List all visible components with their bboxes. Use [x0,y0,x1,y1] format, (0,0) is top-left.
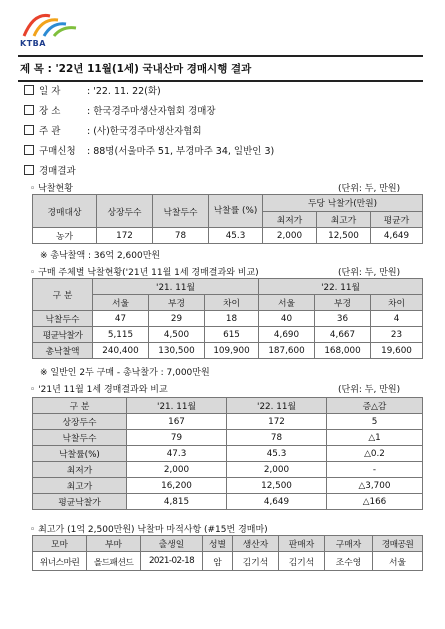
header-cell: 부마 [87,536,141,552]
table-cell: 240,400 [93,343,149,359]
section1-unit: (단위: 두, 만원) [338,184,401,194]
table-cell: 서울 [373,552,423,571]
table-cell: 29 [149,311,205,327]
table-cell: 2,000 [227,462,327,478]
table-cell: △3,700 [327,478,423,494]
subheader-cell: 차이 [205,295,259,311]
header-cell: 낙찰률 (%) [209,195,263,228]
subheader-cell: 부경 [149,295,205,311]
ktba-logo-mark [20,6,84,40]
table-cell: 4,649 [371,228,423,244]
table-cell: 암 [203,552,233,571]
table-cell: 130,500 [149,343,205,359]
info-place: 장 소 : 한국경주마생산자협회 경매장 [24,103,424,117]
table-row [33,228,423,244]
table-cell: 12,500 [227,478,327,494]
table-row [33,462,423,478]
top-horse-table [32,535,423,571]
table-row [33,446,423,462]
info-applicants: 구매신청 : 88명(서울마주 51, 부경마주 34, 일반인 3) [24,143,424,157]
section1-note: ※ 총낙찰액 : 36억 2,600만원 [40,251,161,261]
table-cell: 172 [227,414,327,430]
table-cell: △0.2 [327,446,423,462]
award-summary-table [32,194,423,244]
header-cell: 구 분 [33,279,93,311]
row-label: 평균낙찰가 [33,327,93,343]
table-cell: 19,600 [371,343,423,359]
table-cell: 4,649 [227,494,327,510]
subheader-cell: 부경 [315,295,371,311]
document-title: 제 목 : '22년 11월(1세) 국내산마 경매시행 결과 [20,63,252,75]
header-cell: 구 분 [33,398,127,414]
subheader-cell: 평균가 [371,211,423,228]
subheader-cell: 서울 [93,295,149,311]
row-label: 최저가 [33,462,127,478]
header-cell: 성별 [203,536,233,552]
table-cell: 4,690 [259,327,315,343]
checkbox-icon [24,165,34,175]
table-cell: 김기석 [233,552,279,571]
header-cell: 두당 낙찰가(만원) [263,195,423,212]
header-cell: 상장두수 [97,195,153,228]
header-cell: 경매공원 [373,536,423,552]
section4-title: ◦ 최고가 (1억 2,500만원) 낙찰마 마적사항 (#15번 경매마) [30,525,268,535]
table-cell: 167 [127,414,227,430]
table-cell: 47.3 [127,446,227,462]
section2-note: ※ 일반인 2두 구매 - 총낙찰가 : 7,000만원 [40,368,210,378]
table-cell: 172 [97,228,153,244]
header-cell: '22. 11월 [259,279,423,295]
table-cell: 조수영 [325,552,373,571]
header-cell: '21. 11월 [93,279,259,295]
header-cell: 판매자 [279,536,325,552]
table-cell: 위너스마린 [33,552,87,571]
section1-title: ◦ 낙찰현황 [30,184,73,194]
subheader-cell: 최저가 [263,211,317,228]
table-cell: △166 [327,494,423,510]
table-cell: 78 [153,228,209,244]
section3-title: ◦ '21년 11월 1세 경매결과와 비교 [30,385,168,395]
table-cell: 4,500 [149,327,205,343]
checkbox-icon [24,145,34,155]
table-cell: 168,000 [315,343,371,359]
year-comparison-table [32,397,423,510]
table-row [33,478,423,494]
table-cell: 올드패션드 [87,552,141,571]
table-cell: 187,600 [259,343,315,359]
document-title-block [18,55,423,82]
info-results: 경매결과 [24,163,424,177]
table-cell: 2,000 [263,228,317,244]
table-row [33,494,423,510]
header-cell: 증△감 [327,398,423,414]
logo-text: KTBA [20,39,46,48]
row-label: 낙찰두수 [33,311,93,327]
table-cell: 109,900 [205,343,259,359]
table-row [33,311,423,327]
table-cell: 4 [371,311,423,327]
table-cell: 5 [327,414,423,430]
header-cell: 모마 [33,536,87,552]
table-cell: 김기석 [279,552,325,571]
row-label: 최고가 [33,478,127,494]
table-cell: 16,200 [127,478,227,494]
info-host: 주 관 : (사)한국경주마생산자협회 [24,123,424,137]
header-cell: 출생일 [141,536,203,552]
buyer-comparison-table [32,278,423,359]
table-cell: 79 [127,430,227,446]
header-cell: 낙찰두수 [153,195,209,228]
row-label: 총낙찰액 [33,343,93,359]
table-cell: 농가 [33,228,97,244]
table-cell: 4,815 [127,494,227,510]
table-cell: 2021-02-18 [141,552,203,571]
ktba-logo [20,6,84,52]
table-cell: 40 [259,311,315,327]
checkbox-icon [24,105,34,115]
section2-unit: (단위: 두, 만원) [338,268,401,278]
row-label: 평균낙찰가 [33,494,127,510]
table-cell: 615 [205,327,259,343]
table-cell: 47 [93,311,149,327]
checkbox-icon [24,85,34,95]
table-row [33,430,423,446]
section3-unit: (단위: 두, 만원) [338,385,401,395]
header-cell: '21. 11월 [127,398,227,414]
section2-title: ◦ 구매 주체별 낙찰현황('21년 11월 1세 경매결과와 비교) [30,268,259,278]
header-cell: 생산자 [233,536,279,552]
table-cell: 12,500 [317,228,371,244]
table-cell: 23 [371,327,423,343]
table-cell: - [327,462,423,478]
header-cell: '22. 11월 [227,398,327,414]
table-cell: 5,115 [93,327,149,343]
row-label: 낙찰률(%) [33,446,127,462]
subheader-cell: 서울 [259,295,315,311]
table-cell: 18 [205,311,259,327]
header-cell: 구매자 [325,536,373,552]
table-row [33,414,423,430]
table-row [33,552,423,571]
table-cell: 78 [227,430,327,446]
table-cell: △1 [327,430,423,446]
table-cell: 4,667 [315,327,371,343]
row-label: 상장두수 [33,414,127,430]
checkbox-icon [24,125,34,135]
subheader-cell: 차이 [371,295,423,311]
table-cell: 45.3 [227,446,327,462]
info-date: 일 자 : '22. 11. 22(화) [24,83,424,97]
table-cell: 2,000 [127,462,227,478]
table-row [33,327,423,343]
subheader-cell: 최고가 [317,211,371,228]
table-cell: 45.3 [209,228,263,244]
row-label: 낙찰두수 [33,430,127,446]
table-row [33,343,423,359]
header-cell: 경매대상 [33,195,97,228]
table-cell: 36 [315,311,371,327]
